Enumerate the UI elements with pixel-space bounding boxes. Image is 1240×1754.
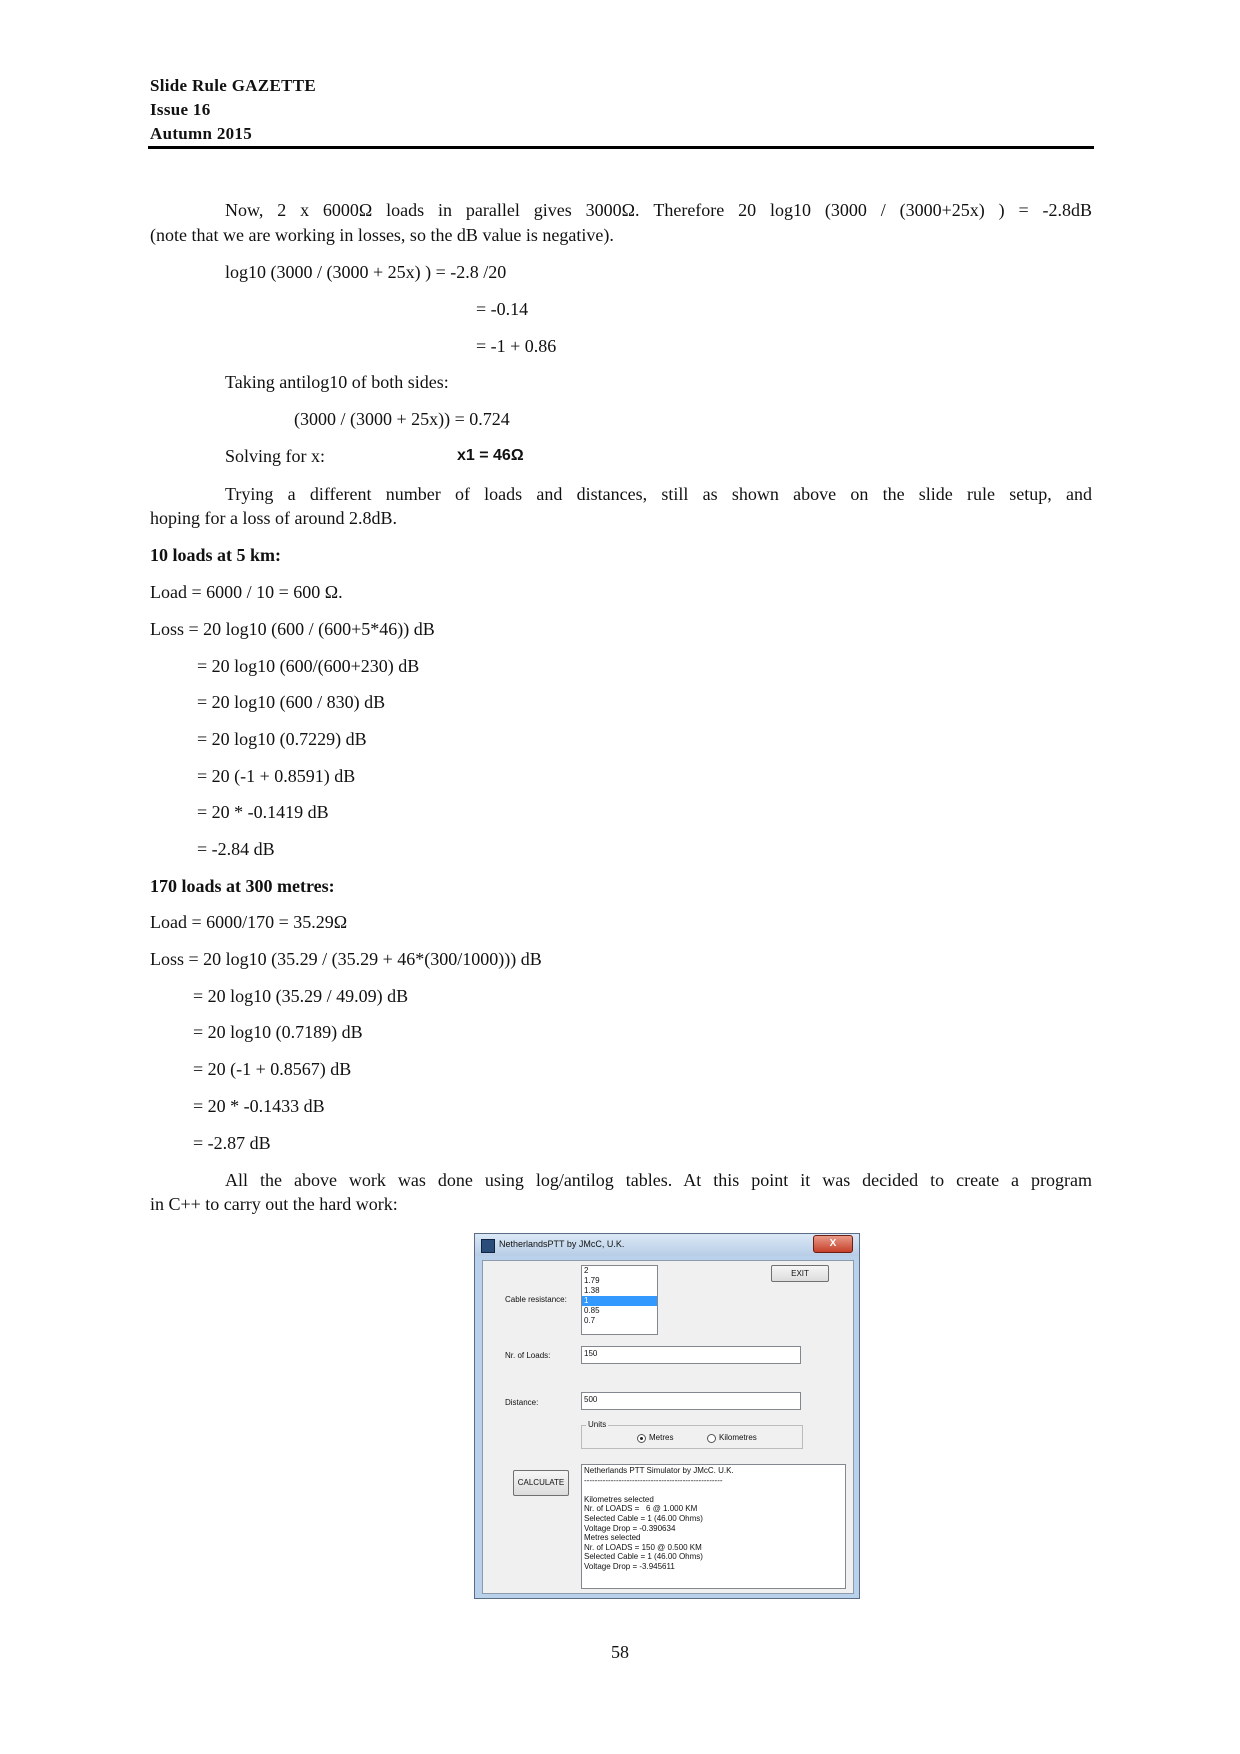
solving-label: Solving for x: — [225, 446, 326, 466]
case2-step: = -2.87 dB — [193, 1133, 271, 1153]
issue-number: Issue 16 — [150, 100, 211, 119]
solving-result: x1 = 46Ω — [457, 447, 524, 464]
paragraph-line: Trying a different number of loads and distances, still as shown above on the slide rule setup, and — [225, 484, 1092, 504]
paragraph-line: hoping for a loss of around 2.8dB. — [150, 508, 397, 528]
metres-radio[interactable] — [637, 1434, 646, 1443]
case2-step: = 20 log10 (0.7189) dB — [193, 1022, 363, 1042]
case1-step: = 20 log10 (0.7229) dB — [197, 729, 367, 749]
output-line: Voltage Drop = -3.945611 — [584, 1561, 675, 1571]
case1-step: = 20 (-1 + 0.8591) dB — [197, 766, 356, 786]
case1-loss: Loss = 20 log10 (600 / (600+5*46)) dB — [150, 619, 435, 639]
case1-step: = 20 log10 (600 / 830) dB — [197, 692, 386, 712]
kilometres-radio[interactable] — [707, 1434, 716, 1443]
output-line: Selected Cable = 1 (46.00 Ohms) — [584, 1552, 703, 1562]
case2-heading: 170 loads at 300 metres: — [150, 876, 335, 896]
list-item[interactable]: 1.79 — [584, 1276, 600, 1285]
intro-paragraph-line2: (note that we are working in losses, so the dB value is negative). — [150, 225, 614, 245]
window-title: NetherlandsPTT by JMcC, U.K. — [499, 1239, 625, 1249]
calculate-button[interactable]: CALCULATE — [513, 1470, 569, 1496]
case2-step: = 20 * -0.1433 dB — [193, 1096, 325, 1116]
case1-load: Load = 6000 / 10 = 600 Ω. — [150, 582, 343, 602]
list-item-selected[interactable]: 1 — [582, 1296, 657, 1306]
page-number: 58 — [611, 1642, 629, 1662]
metres-label: Metres — [649, 1433, 674, 1442]
antilog-intro: Taking antilog10 of both sides: — [225, 372, 449, 392]
distance-label: Distance: — [505, 1398, 539, 1407]
closing-line1: All the above work was done using log/antilog tables. At this point it was decided to create a program — [225, 1170, 1092, 1190]
close-button[interactable]: X — [813, 1235, 853, 1253]
distance-input[interactable]: 500 — [581, 1392, 801, 1410]
case2-loss: Loss = 20 log10 (35.29 / (35.29 + 46*(300/1000))) dB — [150, 949, 542, 969]
loads-input[interactable]: 150 — [581, 1346, 801, 1364]
intro-paragraph-line1: Now, 2 x 6000Ω loads in parallel gives 3000Ω. Therefore 20 log10 (3000 / (3000+25x) ) = -2.8dB — [225, 200, 1092, 220]
case1-step: = 20 * -0.1419 dB — [197, 802, 329, 822]
equation-step: = -0.14 — [476, 299, 529, 319]
list-item[interactable]: 1.38 — [584, 1286, 600, 1295]
cable-resistance-list[interactable] — [581, 1265, 658, 1335]
kilometres-label: Kilometres — [719, 1433, 757, 1442]
app-icon — [481, 1239, 495, 1253]
output-textarea[interactable] — [581, 1464, 846, 1589]
exit-button[interactable]: EXIT — [771, 1265, 829, 1282]
cable-resistance-label: Cable resistance: — [505, 1295, 567, 1304]
case1-step: = 20 log10 (600/(600+230) dB — [197, 656, 420, 676]
case1-heading: 10 loads at 5 km: — [150, 545, 282, 565]
case2-load: Load = 6000/170 = 35.29Ω — [150, 912, 348, 932]
loads-label: Nr. of Loads: — [505, 1351, 551, 1360]
program-window — [474, 1233, 860, 1599]
units-group — [581, 1420, 803, 1449]
magazine-title: Slide Rule GAZETTE — [150, 76, 316, 95]
window-titlebar[interactable] — [475, 1234, 859, 1256]
units-legend: Units — [588, 1420, 607, 1429]
closing-line2: in C++ to carry out the hard work: — [150, 1194, 398, 1214]
equation-antilog: (3000 / (3000 + 25x)) = 0.724 — [294, 409, 510, 429]
output-line — [584, 1485, 843, 1495]
issue-season: Autumn 2015 — [150, 124, 253, 143]
output-line: Netherlands PTT Simulator by JMcC. U.K. — [584, 1466, 734, 1475]
case2-step: = 20 log10 (35.29 / 49.09) dB — [193, 986, 409, 1006]
case1-step: = -2.84 dB — [197, 839, 275, 859]
output-line: Selected Cable = 1 (46.00 Ohms) — [584, 1513, 703, 1523]
list-item[interactable]: 2 — [584, 1266, 589, 1275]
equation-step: = -1 + 0.86 — [476, 336, 557, 356]
output-line: Metres selected — [584, 1533, 641, 1543]
equation-log: log10 (3000 / (3000 + 25x) ) = -2.8 /20 — [225, 262, 507, 282]
output-line: Nr. of LOADS = 150 @ 0.500 KM — [584, 1542, 702, 1552]
case2-step: = 20 (-1 + 0.8567) dB — [193, 1059, 352, 1079]
header-rule — [148, 146, 1094, 149]
output-line: ---------------------------------------------------- — [584, 1475, 723, 1485]
list-item[interactable]: 0.85 — [584, 1306, 600, 1315]
window-client — [482, 1260, 854, 1594]
output-line: Voltage Drop = -0.390634 — [584, 1523, 676, 1533]
list-item[interactable]: 0.7 — [584, 1316, 596, 1325]
output-line: Kilometres selected — [584, 1494, 654, 1504]
output-line: Nr. of LOADS = 6 @ 1.000 KM — [584, 1504, 698, 1514]
